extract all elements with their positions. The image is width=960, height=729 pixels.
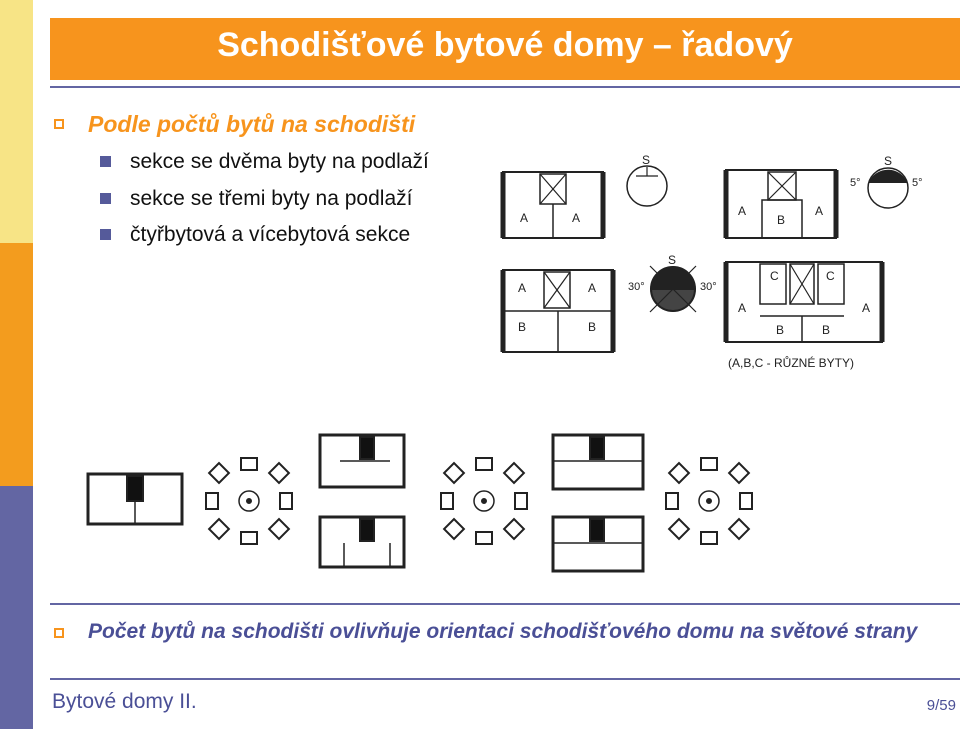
label-b: B	[518, 320, 527, 334]
plan-four-flat	[553, 435, 643, 571]
square-bullet-icon	[54, 628, 64, 638]
compass-icon	[628, 253, 717, 312]
label-b: B	[777, 213, 786, 227]
content-rule	[50, 603, 960, 605]
label-a: A	[520, 211, 529, 225]
label-s: S	[884, 154, 893, 168]
sketch-multi-flat-section	[726, 262, 882, 370]
plan-two-flat	[88, 474, 182, 524]
label-b: B	[776, 323, 785, 337]
sketch-two-flat-section	[503, 172, 603, 238]
conclusion-text: Počet bytů na schodišti ovlivňuje orientaci schodišťového domu na světové strany	[88, 620, 918, 643]
sketch-four-flat-section	[503, 270, 613, 352]
compass-icon	[850, 154, 923, 208]
label-angle: 5°	[850, 177, 861, 189]
label-b: B	[822, 323, 831, 337]
sketch-note: (A,B,C - RŮZNÉ BYTY)	[728, 356, 855, 370]
bullet-item: sekce se třemi byty na podlaží	[130, 187, 413, 210]
label-a: A	[738, 301, 747, 315]
label-c: C	[770, 269, 779, 283]
section-heading: Podle počtů bytů na schodišti	[88, 111, 416, 137]
compass-rosette-icon	[206, 458, 292, 544]
label-s: S	[642, 153, 651, 167]
sketch-three-flat-section	[726, 170, 836, 238]
label-angle: 30°	[628, 281, 645, 293]
footer-course-title: Bytové domy II.	[52, 690, 197, 713]
page-number: 9/59	[926, 697, 956, 714]
label-a: A	[862, 301, 871, 315]
label-c: C	[826, 269, 835, 283]
label-s: S	[668, 253, 677, 267]
compass-rosette-icon	[441, 458, 527, 544]
label-a: A	[572, 211, 581, 225]
slide-title: Schodišťové bytové domy – řadový	[217, 26, 793, 64]
label-angle: 30°	[700, 281, 717, 293]
plan-three-flat	[320, 435, 404, 567]
label-angle: 5°	[912, 177, 923, 189]
footer-rule	[50, 678, 960, 680]
compass-rosette-icon	[666, 458, 752, 544]
compass-icon	[627, 153, 667, 206]
bullet-item: sekce se dvěma byty na podlaží	[130, 150, 429, 173]
label-a: A	[815, 204, 824, 218]
bullet-item: čtyřbytová a vícebytová sekce	[130, 223, 411, 246]
label-a: A	[518, 281, 527, 295]
label-b: B	[588, 320, 597, 334]
label-a: A	[588, 281, 597, 295]
label-a: A	[738, 204, 747, 218]
